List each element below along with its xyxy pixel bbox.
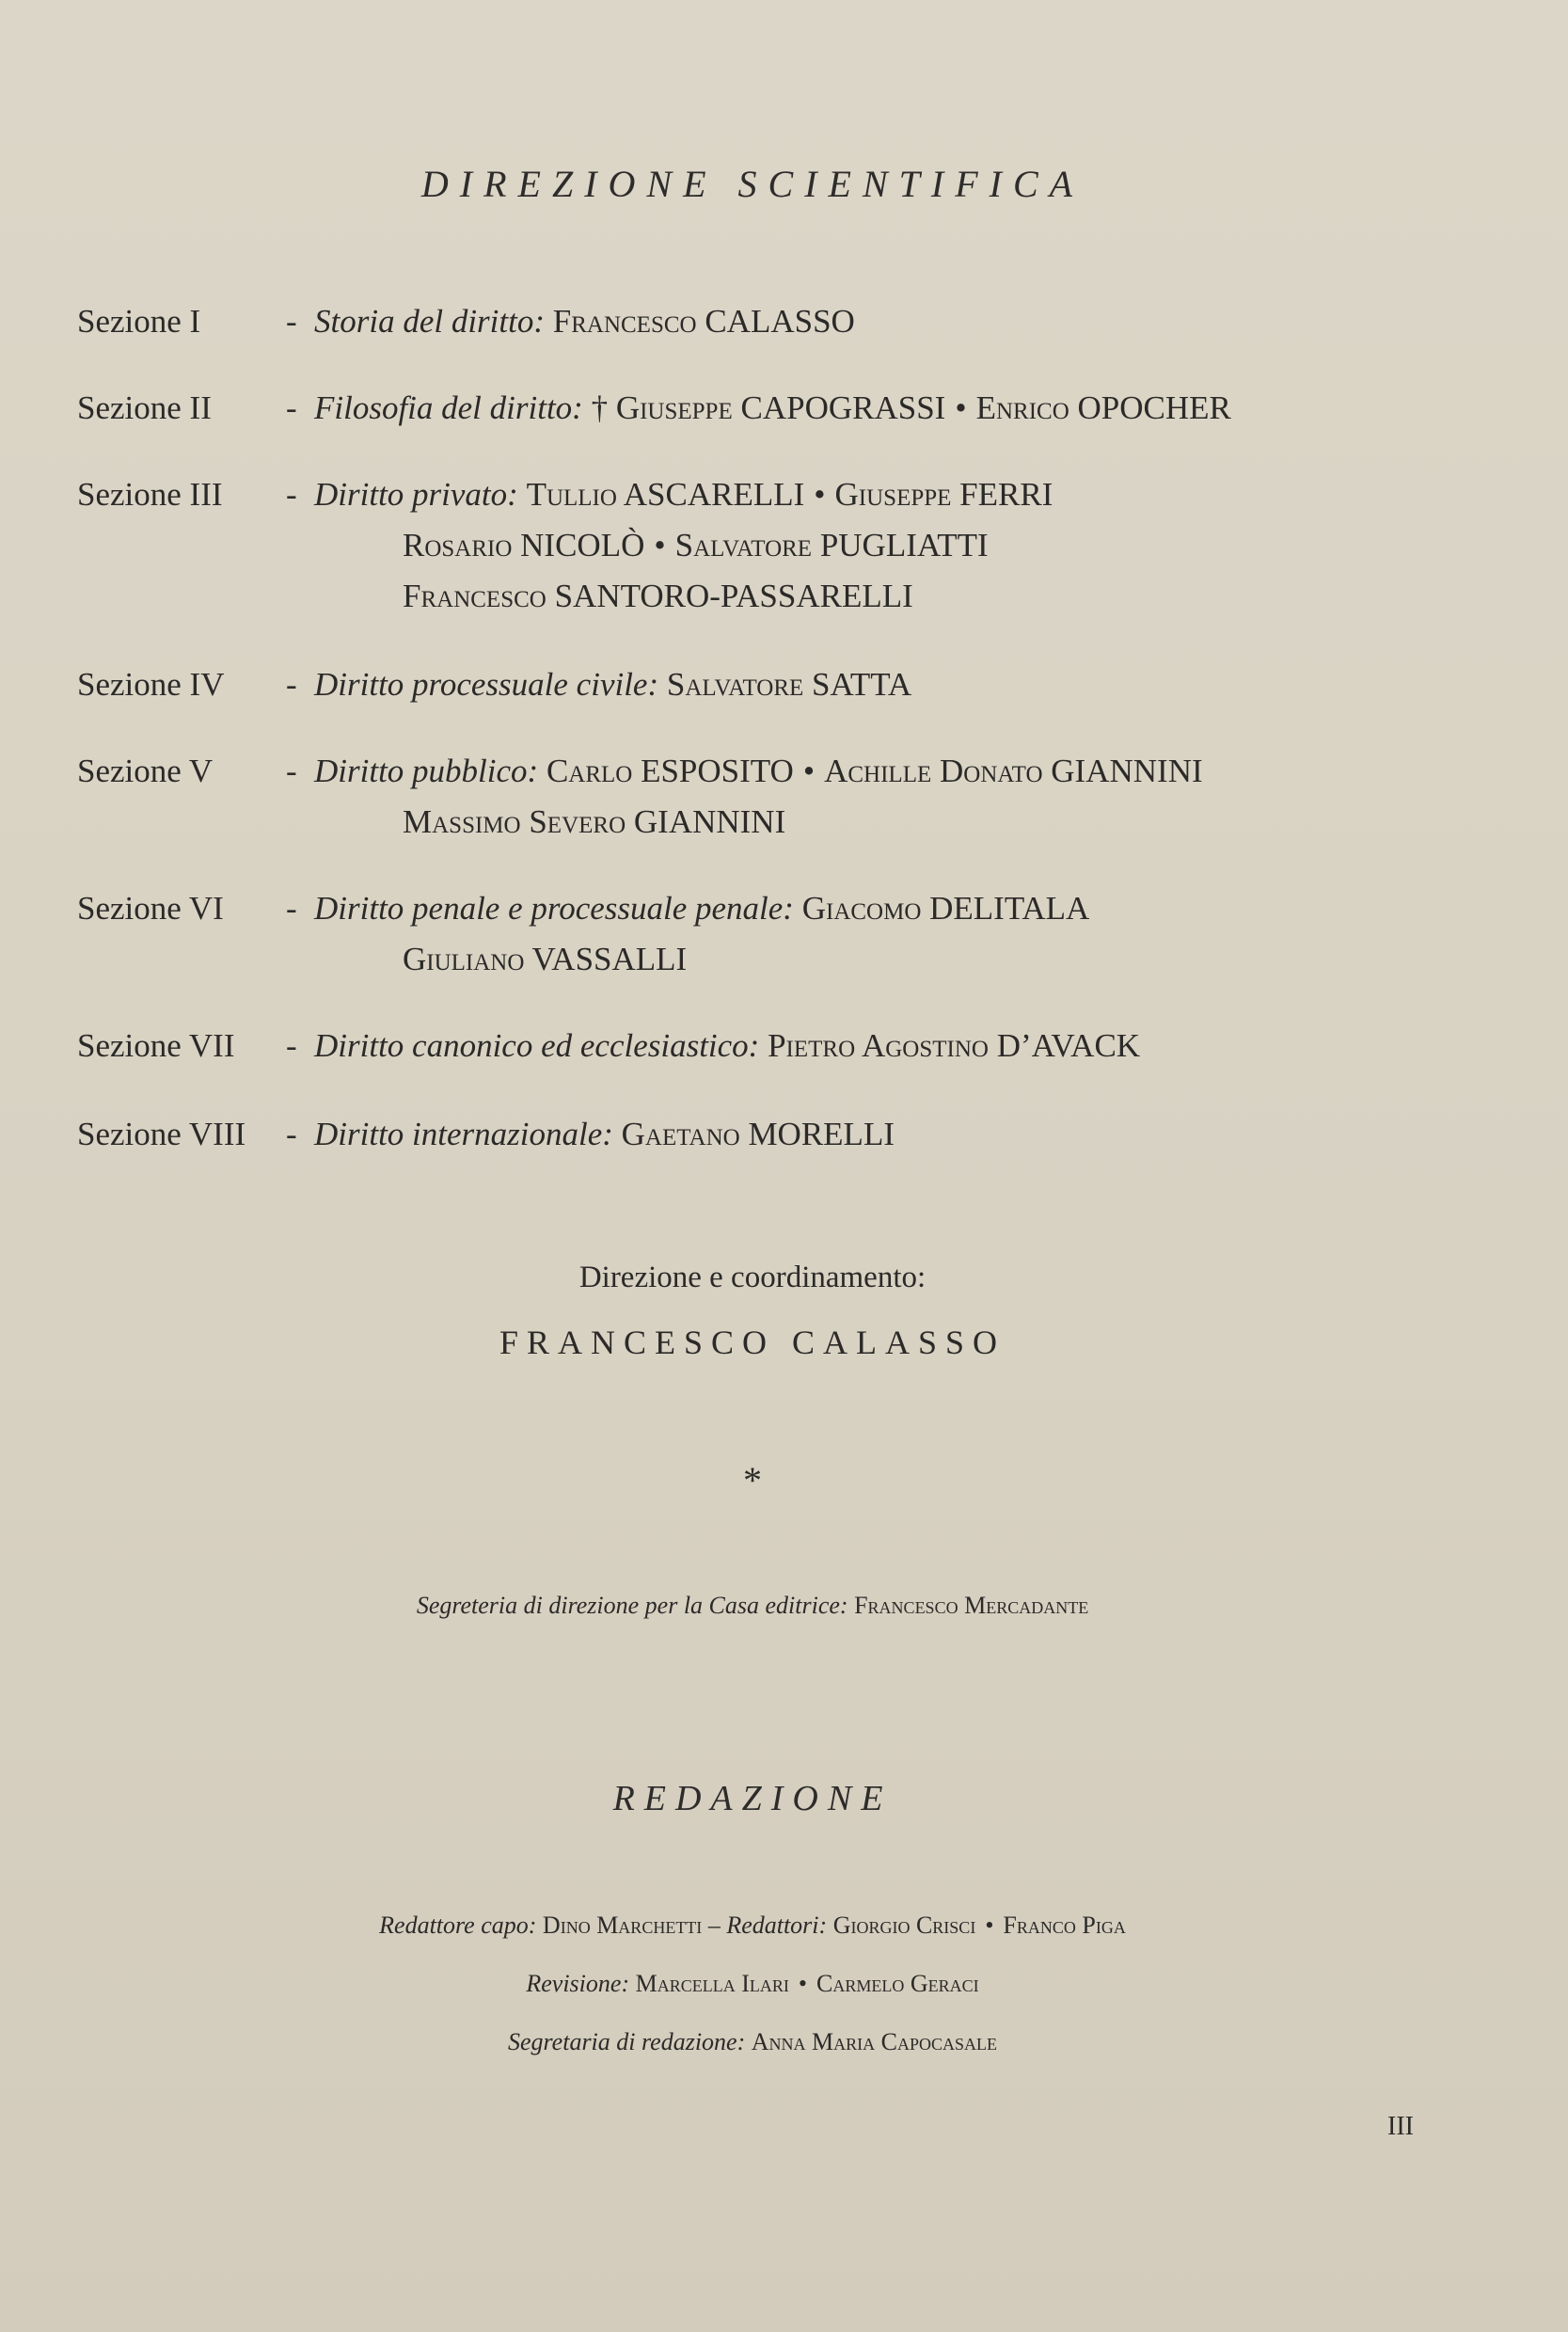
section-label: Sezione VI bbox=[77, 890, 224, 927]
separator-dot: • bbox=[802, 753, 816, 789]
section-dash: - bbox=[286, 1116, 297, 1152]
section-member: Giuliano VASSALLI bbox=[403, 941, 688, 977]
section-row-3 bbox=[77, 476, 1053, 514]
coordinamento-label: Direzione e coordinamento: bbox=[578, 1261, 927, 1294]
section-member: † Giuseppe CAPOGRASSI bbox=[591, 389, 946, 426]
section-row-3-cont-1 bbox=[403, 527, 989, 564]
section-label: Sezione V bbox=[77, 753, 214, 789]
segreteria-direzione-label: Segreteria di direzione per la Casa editrice: bbox=[416, 1592, 848, 1619]
redattore-capo-name: Dino Marchetti bbox=[542, 1912, 703, 1939]
section-member: Rosario NICOLÒ bbox=[403, 527, 645, 563]
en-dash: – bbox=[707, 1912, 721, 1939]
section-dash: - bbox=[286, 753, 297, 789]
section-member: Francesco SANTORO-PASSARELLI bbox=[403, 578, 913, 614]
redattori-label: Redattori: bbox=[726, 1912, 828, 1939]
section-row-3-cont-2 bbox=[403, 578, 913, 615]
section-rubric: Diritto internazionale: bbox=[314, 1116, 613, 1152]
section-label: Sezione VIII bbox=[77, 1116, 246, 1152]
section-row-7 bbox=[77, 1027, 1140, 1065]
separator-dot: • bbox=[955, 389, 967, 426]
revisione-label: Revisione: bbox=[526, 1970, 630, 1997]
segreteria-direzione-name: Francesco Mercadante bbox=[854, 1592, 1089, 1619]
asterisk-divider: * bbox=[743, 1459, 762, 1501]
section-dash: - bbox=[286, 1027, 297, 1064]
section-member: Carlo ESPOSITO bbox=[546, 753, 794, 789]
segretaria-redazione-line bbox=[0, 2028, 1505, 2056]
section-member: Giacomo DELITALA bbox=[801, 890, 1090, 927]
section-label: Sezione III bbox=[77, 476, 223, 513]
section-row-6 bbox=[77, 890, 1089, 928]
section-rubric: Diritto processuale civile: bbox=[314, 666, 659, 703]
section-label: Sezione VII bbox=[77, 1027, 235, 1064]
page-number: III bbox=[1387, 2112, 1414, 2141]
section-row-5 bbox=[77, 753, 1203, 790]
section-row-2 bbox=[77, 389, 1231, 427]
section-rubric: Diritto penale e processuale penale: bbox=[314, 890, 794, 927]
segretaria-name: Anna Maria Capocasale bbox=[751, 2028, 997, 2055]
section-dash: - bbox=[286, 389, 297, 426]
section-member: Pietro Agostino D’AVACK bbox=[768, 1027, 1141, 1064]
section-member: Tullio ASCARELLI bbox=[526, 476, 805, 513]
section-member: Achille Donato GIANNINI bbox=[824, 753, 1203, 789]
redattore-capo-label: Redattore capo: bbox=[379, 1912, 537, 1939]
separator-dot: • bbox=[654, 527, 666, 563]
section-label: Sezione II bbox=[77, 389, 212, 426]
section-member: Massimo Severo GIANNINI bbox=[403, 803, 786, 840]
section-member: Enrico OPOCHER bbox=[975, 389, 1231, 426]
redazione-capo-line bbox=[0, 1912, 1505, 1940]
separator-dot: • bbox=[985, 1912, 994, 1939]
revisione-name: Carmelo Geraci bbox=[816, 1970, 979, 1997]
segreteria-direzione-line bbox=[0, 1592, 1505, 1620]
section-row-4 bbox=[77, 666, 911, 704]
section-rubric: Filosofia del diritto: bbox=[314, 389, 583, 426]
segretaria-label: Segretaria di redazione: bbox=[507, 2028, 746, 2055]
coordinamento-name: FRANCESCO CALASSO bbox=[499, 1324, 1006, 1361]
section-member: Salvatore SATTA bbox=[666, 666, 912, 703]
section-dash: - bbox=[286, 666, 297, 703]
redattore-name: Franco Piga bbox=[1003, 1912, 1126, 1939]
direzione-scientifica-title: DIREZIONE SCIENTIFICA bbox=[420, 163, 1085, 205]
section-label: Sezione IV bbox=[77, 666, 225, 703]
section-row-8 bbox=[77, 1116, 895, 1153]
section-dash: - bbox=[286, 303, 297, 340]
revisione-line bbox=[0, 1970, 1505, 1998]
section-rubric: Storia del diritto: bbox=[314, 303, 545, 340]
separator-dot: • bbox=[798, 1970, 807, 1997]
section-dash: - bbox=[286, 890, 297, 927]
revisione-name: Marcella Ilari bbox=[635, 1970, 789, 1997]
section-member: Salvatore PUGLIATTI bbox=[674, 527, 989, 563]
section-row-5-cont-1 bbox=[403, 803, 785, 841]
redattore-name: Giorgio Crisci bbox=[832, 1912, 976, 1939]
section-rubric: Diritto privato: bbox=[314, 476, 518, 513]
section-member: Giuseppe FERRI bbox=[834, 476, 1053, 513]
section-label: Sezione I bbox=[77, 303, 201, 340]
separator-dot: • bbox=[814, 476, 826, 513]
section-row-1 bbox=[77, 303, 855, 341]
section-dash: - bbox=[286, 476, 297, 513]
section-row-6-cont-1 bbox=[403, 941, 687, 978]
section-member: Gaetano MORELLI bbox=[621, 1116, 895, 1152]
section-rubric: Diritto canonico ed ecclesiastico: bbox=[314, 1027, 760, 1064]
section-rubric: Diritto pubblico: bbox=[314, 753, 539, 789]
section-member: Francesco CALASSO bbox=[552, 303, 855, 340]
redazione-title: REDAZIONE bbox=[612, 1779, 893, 1818]
